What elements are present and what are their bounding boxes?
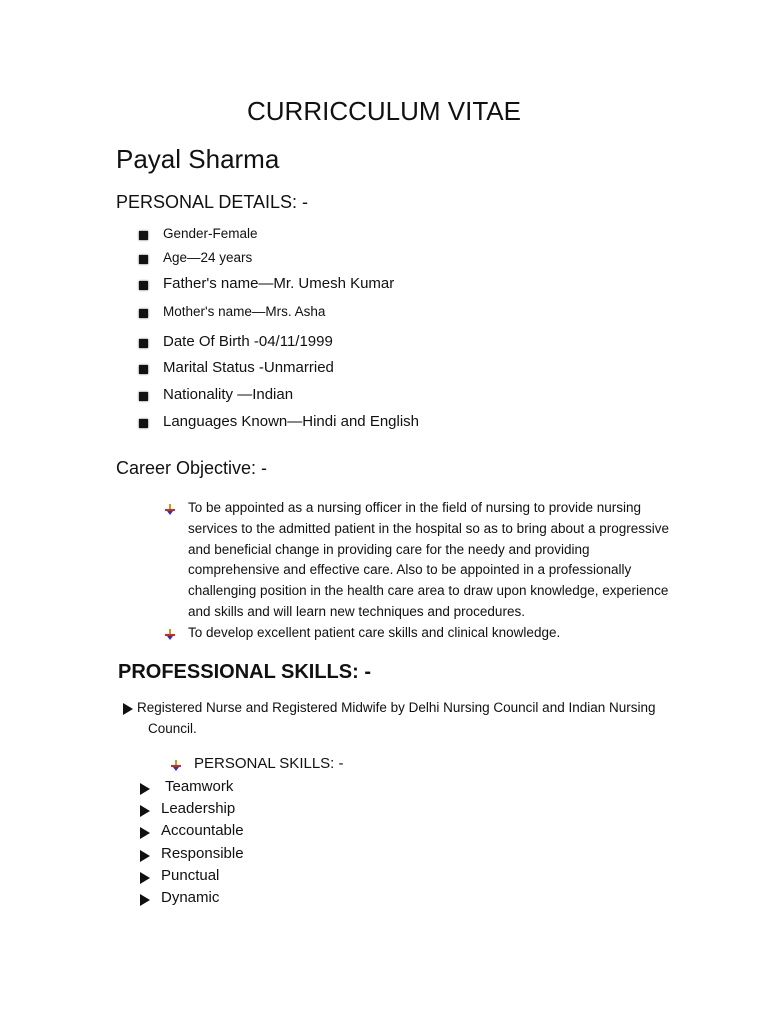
square-bullet-icon [139,231,148,240]
arrow-bullet-icon [140,872,150,884]
career-objective-line: and beneficial change in providing care for the needy and providing [188,541,590,557]
arrow-bullet-icon [140,827,150,839]
square-bullet-icon [139,309,148,318]
career-objective-line: and skills and will learn new techniques and procedures. [188,604,525,619]
career-objective-line: To develop excellent patient care skills and clinical knowledge. [188,624,561,640]
square-bullet-icon [139,419,148,428]
personal-skill-item: Teamwork [165,778,234,795]
professional-skills-heading: PROFESSIONAL SKILLS: - [118,661,371,683]
square-bullet-icon [139,255,148,264]
plus-arrow-bullet-icon [165,504,175,515]
plus-arrow-bullet-icon [171,760,181,771]
personal-skill-item: Leadership [161,800,236,818]
career-objective-line: services to the admitted patient in the hospital so as to bring about a progressive [188,520,670,536]
arrow-bullet-icon [140,783,150,795]
career-objective-line: comprehensive and effective care. Also to be appointed in a professionally [188,562,632,578]
document-title: CURRICCULUM VITAE [247,96,521,126]
personal-skills-heading: PERSONAL SKILLS: - [194,755,344,772]
career-objective-line: challenging position in the health care area to draw upon knowledge, experience [188,583,669,599]
personal-detail-item: Gender-Female [163,226,258,241]
square-bullet-icon [139,339,148,348]
arrow-bullet-icon [140,805,150,817]
candidate-name: Payal Sharma [116,144,280,174]
personal-details-heading: PERSONAL DETAILS: - [116,192,309,212]
arrow-bullet-icon [123,703,133,715]
personal-detail-item: Mother's name—Mrs. Asha [163,304,326,319]
professional-skill-line: Council. [148,721,197,736]
plus-arrow-bullet-icon [165,629,175,640]
personal-skill-item: Punctual [161,866,220,884]
personal-skill-item: Dynamic [161,889,220,906]
square-bullet-icon [139,281,148,290]
personal-detail-item: Age—24 years [163,250,253,265]
personal-skill-item: Responsible [161,844,244,862]
personal-detail-item: Marital Status -Unmarried [163,359,334,376]
personal-skill-item: Accountable [161,822,244,840]
personal-detail-item: Father's name—Mr. Umesh Kumar [163,275,395,292]
square-bullet-icon [139,365,148,374]
arrow-bullet-icon [140,850,150,862]
personal-detail-item: Languages Known—Hindi and English [163,413,420,430]
career-objective-line: To be appointed as a nursing officer in the field of nursing to provide nursing [188,500,642,515]
arrow-bullet-icon [140,894,150,906]
personal-detail-item: Nationality —Indian [163,386,294,403]
career-objective-heading: Career Objective: - [116,458,268,478]
personal-detail-item: Date Of Birth -04/11/1999 [163,333,333,350]
square-bullet-icon [139,392,148,401]
professional-skill-line: Registered Nurse and Registered Midwife by Delhi Nursing Council and Indian Nursing [137,700,656,715]
